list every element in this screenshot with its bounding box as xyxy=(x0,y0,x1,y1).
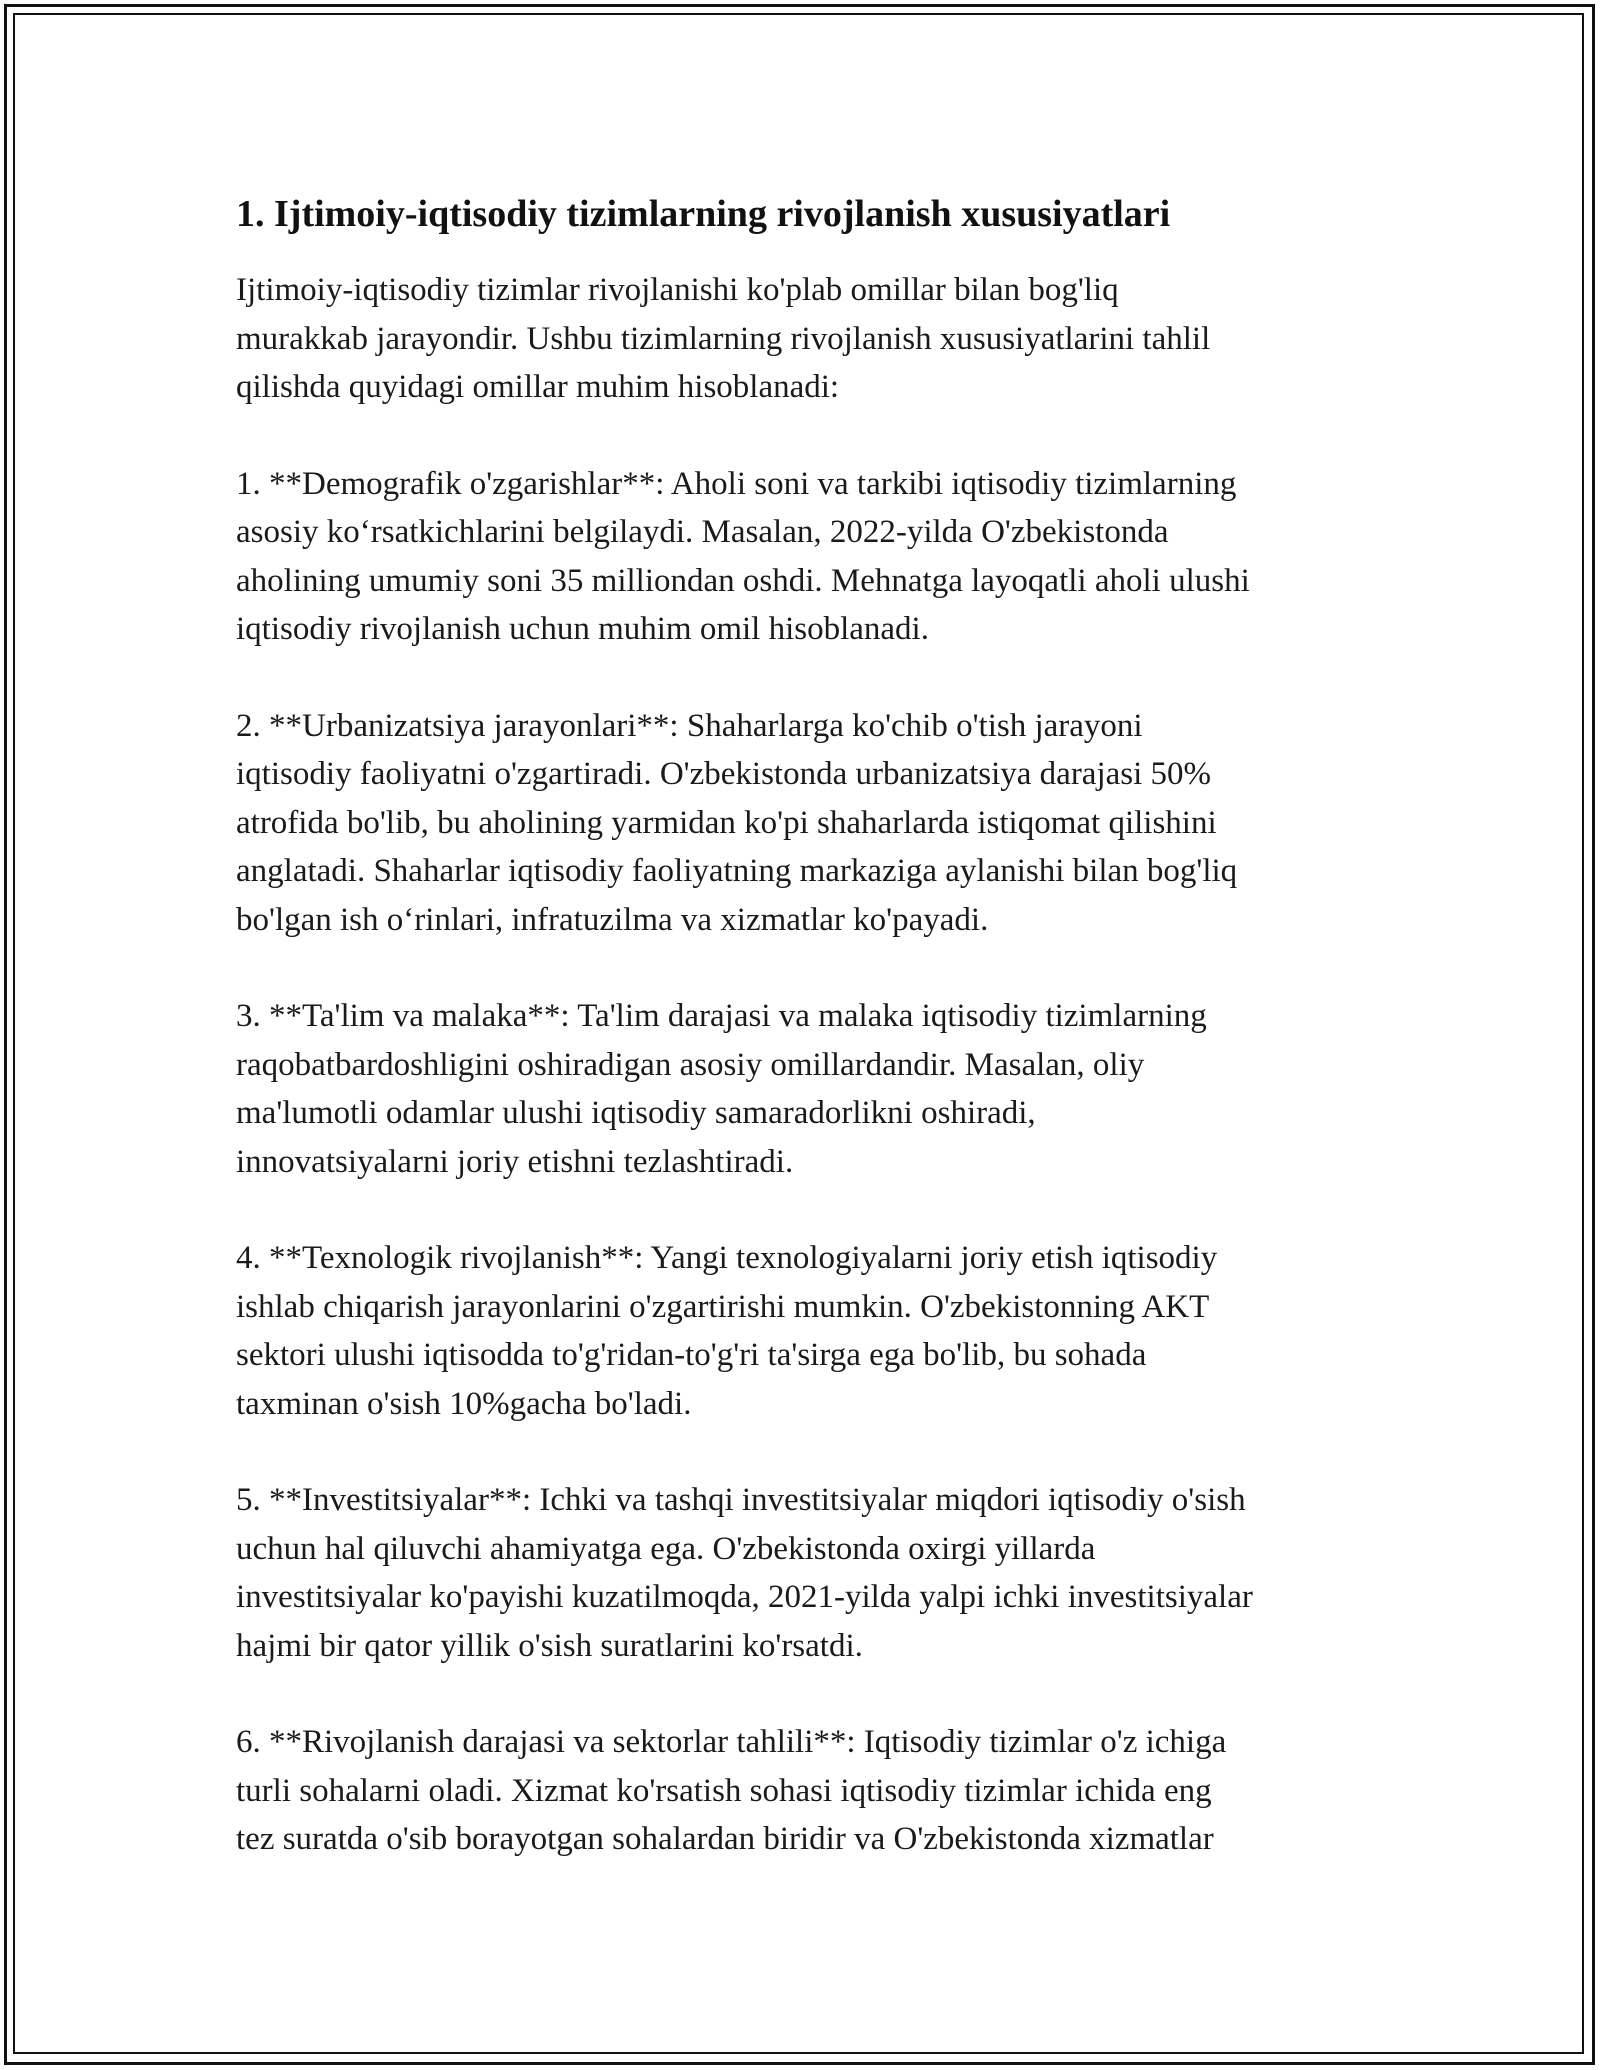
text-line: 2. **Urbanizatsiya jarayonlari**: Shaharlarga ko'chib o'tish jarayoni xyxy=(236,707,1143,744)
text-line: Ijtimoiy-iqtisodiy tizimlar rivojlanishi ko'plab omillar bilan bog'liq xyxy=(236,272,1119,308)
text-line: sektori ulushi iqtisodda to'g'ridan-to'g'ri ta'sirga ega bo'lib, bu sohada xyxy=(236,1337,1147,1373)
document-body xyxy=(236,188,1386,1912)
text-line: ma'lumotli odamlar ulushi iqtisodiy samaradorlikni oshiradi, xyxy=(236,1095,1036,1131)
paragraph-sectors xyxy=(236,1718,1386,1864)
paragraph-investments xyxy=(236,1476,1386,1670)
text-line: iqtisodiy faoliyatni o'zgartiradi. O'zbekistonda urbanizatsiya darajasi 50% xyxy=(236,756,1212,792)
text-line: taxminan o'sish 10%gacha bo'ladi. xyxy=(236,1385,692,1422)
text-line: asosiy koʻrsatkichlarini belgilaydi. Masalan, 2022-yilda O'zbekistonda xyxy=(236,514,1169,550)
paragraph-education xyxy=(236,992,1386,1186)
text-line: uchun hal qiluvchi ahamiyatga ega. O'zbekistonda oxirgi yillarda xyxy=(236,1530,1096,1567)
text-line: iqtisodiy rivojlanish uchun muhim omil hisoblanadi. xyxy=(236,611,929,647)
paragraph-technology xyxy=(236,1234,1386,1428)
text-line: 6. **Rivojlanish darajasi va sektorlar tahlili**: Iqtisodiy tizimlar o'z ichiga xyxy=(236,1724,1227,1760)
text-line: 5. **Investitsiyalar**: Ichki va tashqi investitsiyalar miqdori iqtisodiy o'sish xyxy=(236,1482,1246,1518)
text-line: 3. **Ta'lim va malaka**: Ta'lim darajasi va malaka iqtisodiy tizimlarning xyxy=(236,998,1207,1034)
text-line: 1. **Demografik o'zgarishlar**: Aholi soni va tarkibi iqtisodiy tizimlarning xyxy=(236,465,1237,502)
text-line: aholining umumiy soni 35 milliondan oshdi. Mehnatga layoqatli aholi ulushi xyxy=(236,562,1250,599)
document-title: 1. Ijtimoiy-iqtisodiy tizimlarning rivojlanish xususiyatlari xyxy=(236,193,1171,235)
text-line: hajmi bir qator yillik o'sish suratlarini ko'rsatdi. xyxy=(236,1627,863,1664)
text-line: turli sohalarni oladi. Xizmat ko'rsatish sohasi iqtisodiy tizimlar ichida eng xyxy=(236,1772,1212,1809)
text-line: raqobatbardoshligini oshiradigan asosiy omillardandir. Masalan, oliy xyxy=(236,1046,1145,1083)
text-line: atrofida bo'lib, bu aholining yarmidan ko'pi shaharlarda istiqomat qilishini xyxy=(236,804,1217,841)
text-line: bo'lgan ish oʻrinlari, infratuzilma va xizmatlar ko'payadi. xyxy=(236,901,989,938)
text-line: innovatsiyalarni joriy etishni tezlashtiradi. xyxy=(236,1143,794,1180)
text-line: anglatadi. Shaharlar iqtisodiy faoliyatning markaziga aylanishi bilan bog'liq xyxy=(236,853,1238,889)
text-line: investitsiyalar ko'payishi kuzatilmoqda, 2021-yilda yalpi ichki investitsiyalar xyxy=(236,1579,1253,1615)
text-line: tez suratda o'sib borayotgan sohalardan biridir va O'zbekistonda xizmatlar xyxy=(236,1821,1214,1857)
text-line: murakkab jarayondir. Ushbu tizimlarning rivojlanish xususiyatlarini tahlil xyxy=(236,320,1211,357)
text-line: 4. **Texnologik rivojlanish**: Yangi texnologiyalarni joriy etish iqtisodiy xyxy=(236,1240,1218,1276)
intro-paragraph xyxy=(236,266,1386,412)
paragraph-demographics xyxy=(236,460,1386,654)
paragraph-urbanization xyxy=(236,702,1386,945)
text-line: ishlab chiqarish jarayonlarini o'zgartirishi mumkin. O'zbekistonning AKT xyxy=(236,1288,1210,1325)
text-line: qilishda quyidagi omillar muhim hisoblanadi: xyxy=(236,369,840,405)
